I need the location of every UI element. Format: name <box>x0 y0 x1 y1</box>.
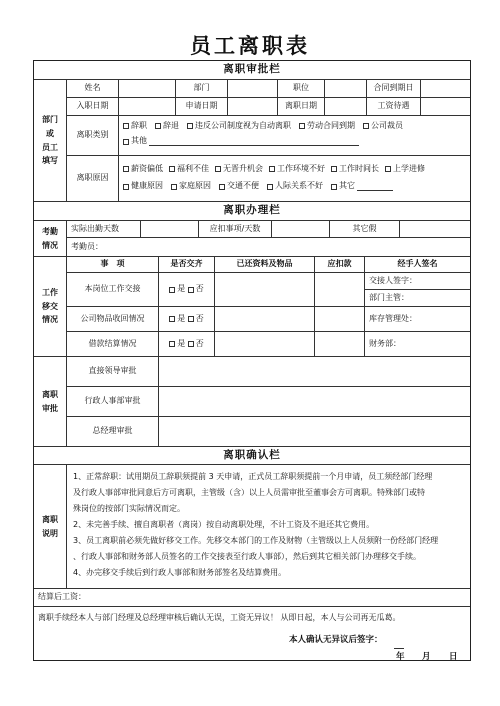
form-title: 员工离职表 <box>190 34 310 58</box>
col-item: 事 项 <box>67 257 159 273</box>
col-returned: 已还资料及物品 <box>215 257 315 273</box>
checkbox[interactable] <box>188 316 194 322</box>
category-option[interactable]: 违反公司制度视为自动离职 <box>187 121 291 131</box>
explanation-line: 1、正常辞职：试用期员工辞职须提前 3 天申请，正式员工辞职须提前一个月申请，员工须经部门经理 <box>73 472 433 481</box>
approver-hr: 行政人事部审批 <box>67 387 159 417</box>
department-label: 部门 <box>176 80 228 98</box>
category-option[interactable]: 辞职 <box>123 121 147 131</box>
returned-field[interactable] <box>215 332 315 357</box>
deduct-amount-field[interactable] <box>315 332 365 357</box>
leave-approval-side-label: 离职 审批 <box>34 357 67 447</box>
checkbox[interactable] <box>123 184 129 190</box>
reason-option[interactable]: 交通不便 <box>219 181 259 191</box>
leave-date-field[interactable] <box>325 98 367 116</box>
category-row <box>123 121 411 131</box>
contract-end-field[interactable] <box>421 80 470 98</box>
checkbox[interactable] <box>155 123 161 129</box>
approver-direct-leader-field[interactable] <box>159 357 470 387</box>
signer-dept-head: 部门主管： <box>365 290 470 307</box>
col-deduct: 应扣款 <box>315 257 365 273</box>
confirm-statement: 离职手续经本人与部门经理及总经理审核后确认无误，工资无异议！ 从即日起，本人与公司再无瓜葛。 <box>38 613 401 622</box>
checkbox[interactable] <box>188 341 194 347</box>
checkbox[interactable] <box>331 184 337 190</box>
explanation-line: 2、未完善手续、擅自离职者（离岗）按自动离职处理，不计工资及不退还其它费用。 <box>73 520 375 529</box>
approver-direct-leader: 直接领导审批 <box>67 357 159 387</box>
reason-option[interactable]: 工作时间长 <box>331 164 379 174</box>
apply-date-label: 申请日期 <box>176 98 228 116</box>
apply-date-field[interactable] <box>228 98 278 116</box>
resignation-form <box>33 60 471 661</box>
name-field[interactable] <box>119 80 176 98</box>
reason-options <box>119 156 470 202</box>
leave-date-label: 离职日期 <box>278 98 325 116</box>
checkbox[interactable] <box>188 287 194 293</box>
other-leave-label: 其它假 <box>330 221 400 238</box>
approver-gm-field[interactable] <box>159 417 470 447</box>
category-other-option[interactable]: 其他 <box>123 136 359 146</box>
contract-end-label: 合同到期日 <box>367 80 421 98</box>
deduct-field[interactable] <box>272 221 330 238</box>
attendance-side-label: 考勤 情况 <box>34 221 67 257</box>
confirm-section-header: 离职确认栏 <box>34 447 470 465</box>
hire-date-field[interactable] <box>119 98 176 116</box>
checkbox[interactable] <box>299 123 305 129</box>
checkbox[interactable] <box>171 184 177 190</box>
approver-gm: 总经理审批 <box>67 417 159 447</box>
salary-field[interactable] <box>421 98 470 116</box>
confirm-side-label: 离职 说明 <box>34 465 67 589</box>
date-month: 月 <box>422 652 431 662</box>
processing-section-header: 离职办理栏 <box>34 202 470 221</box>
handover-row-label: 公司物品收回情况 <box>67 307 159 332</box>
signature-underline[interactable] <box>394 647 404 649</box>
position-label: 职位 <box>278 80 325 98</box>
category-label: 离职类别 <box>67 116 119 156</box>
reason-option[interactable]: 人际关系不好 <box>267 181 323 191</box>
checkbox[interactable] <box>267 184 273 190</box>
category-options <box>119 116 470 156</box>
signer-inventory: 库存管理处： <box>365 307 470 332</box>
reason-option[interactable]: 薪资偏低 <box>123 164 163 174</box>
explanation-line: 3、员工离职前必须先做好移交工作。先移交本部门的工作及财物（主管级以上人员须附一份经部门经理 <box>73 536 439 545</box>
handover-row-label: 借款结算情况 <box>67 332 159 357</box>
reason-option[interactable]: 上学进修 <box>385 164 425 174</box>
reason-row <box>123 181 401 191</box>
attendance-clerk: 考勤员： <box>67 238 470 257</box>
handover-row-check: 是 否 <box>159 273 215 307</box>
confirm-explanation <box>67 465 470 589</box>
date-day: 日 <box>449 652 458 662</box>
deduct-amount-field[interactable] <box>315 273 365 307</box>
explanation-line: 、行政人事部和财务部人员签名的工作交接表至行政人事部），然后到其它相关部门办理移交手续。 <box>73 552 421 561</box>
position-field[interactable] <box>325 80 367 98</box>
deduct-label: 应扣事项/天数 <box>199 221 272 238</box>
reason-row <box>123 164 425 174</box>
checkbox[interactable] <box>385 166 391 172</box>
salary-label: 工资待遇 <box>367 98 421 116</box>
checkbox[interactable] <box>123 139 129 145</box>
explanation-line: 殊岗位的按部门实际情况而定。 <box>73 504 185 513</box>
reason-option[interactable]: 家庭原因 <box>171 181 211 191</box>
col-sign: 经手人签名 <box>365 257 470 273</box>
handover-row-check: 是 否 <box>159 332 215 357</box>
name-label: 姓名 <box>67 80 119 98</box>
checkbox[interactable] <box>169 166 175 172</box>
checkbox[interactable] <box>169 316 175 322</box>
signer-handover: 交接人签字： <box>365 273 470 290</box>
other-reason-underline[interactable] <box>357 182 393 191</box>
returned-field[interactable] <box>215 273 315 307</box>
hire-date-label: 入职日期 <box>67 98 119 116</box>
settled-salary: 结算后工资： <box>34 589 470 607</box>
handover-side-label: 工作 移交 情况 <box>34 257 67 357</box>
other-leave-field[interactable] <box>400 221 470 238</box>
category-option[interactable]: 公司裁员 <box>363 121 403 131</box>
actual-days-label: 实际出勤天数 <box>67 221 141 238</box>
checkbox[interactable] <box>169 287 175 293</box>
checkbox[interactable] <box>123 166 129 172</box>
checkbox[interactable] <box>363 123 369 129</box>
deduct-amount-field[interactable] <box>315 307 365 332</box>
returned-field[interactable] <box>215 307 315 332</box>
category-option[interactable]: 劳动合同到期 <box>299 121 355 131</box>
category-option[interactable]: 辞退 <box>155 121 179 131</box>
category-other-row <box>123 136 367 146</box>
reason-option[interactable]: 福利不佳 <box>169 164 209 174</box>
checkbox[interactable] <box>169 341 175 347</box>
checkbox[interactable] <box>187 123 193 129</box>
reason-option[interactable]: 其它 <box>331 181 393 191</box>
approval-side-label: 部门 或 员工 填写 <box>34 80 67 202</box>
date-year: 年 <box>396 652 405 662</box>
handover-row-label: 本岗位工作交接 <box>67 273 159 307</box>
handover-row-check: 是 否 <box>159 307 215 332</box>
explanation-line: 及行政人事部审批同意后方可离职，主管级（含）以上人员需审批至董事会方可离职。特殊部门或特 <box>73 488 425 497</box>
checkbox[interactable] <box>331 166 337 172</box>
explanation-line: 4、办完移交手续后到行政人事部和财务部签名及结算费用。 <box>73 568 287 577</box>
reason-option[interactable]: 无晋升机会 <box>215 164 263 174</box>
checkbox[interactable] <box>269 166 275 172</box>
approval-section-header: 离职审批栏 <box>34 61 470 80</box>
department-field[interactable] <box>228 80 278 98</box>
col-handed: 是否交齐 <box>159 257 215 273</box>
reason-option[interactable]: 健康原因 <box>123 181 163 191</box>
checkbox[interactable] <box>215 166 221 172</box>
checkbox[interactable] <box>219 184 225 190</box>
signature-label: 本人确认无异议后签字： <box>289 635 383 645</box>
approver-hr-field[interactable] <box>159 387 470 417</box>
actual-days-field[interactable] <box>141 221 199 238</box>
signer-finance: 财务部： <box>365 332 470 357</box>
reason-option[interactable]: 工作环境不好 <box>269 164 325 174</box>
other-underline[interactable] <box>149 137 359 146</box>
reason-label: 离职原因 <box>67 156 119 202</box>
checkbox[interactable] <box>123 123 129 129</box>
